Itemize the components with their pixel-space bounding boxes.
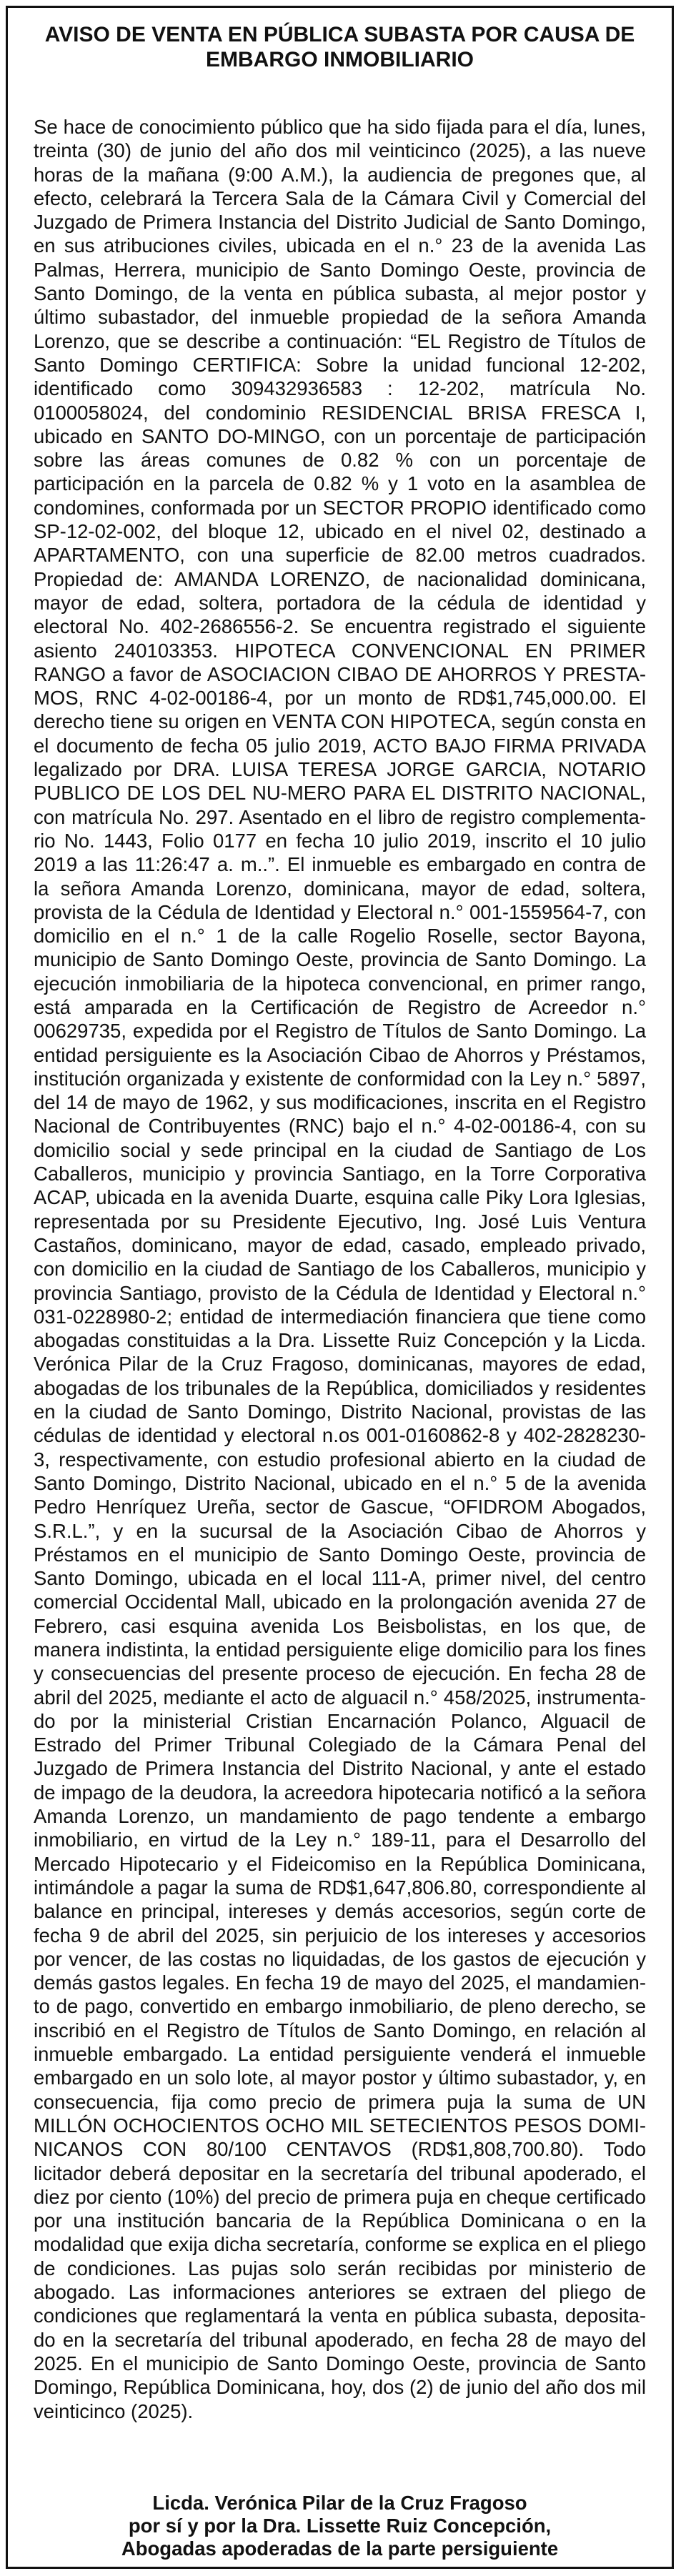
notice-frame (6, 6, 674, 2569)
signature-line-3: Abogadas apoderadas de la parte persiguiente (121, 2537, 559, 2560)
signature-line-2: por sí y por la Dra. Lissette Ruiz Concepción, (128, 2514, 552, 2537)
notice-body (34, 115, 646, 2423)
signature-line-1: Licda. Verónica Pilar de la Cruz Fragoso (152, 2491, 527, 2514)
notice-body-paragraph: Se hace de conocimiento público que ha sido fijada para el día, lunes, treinta (30) de junio del año dos mil veinticinco (2025), a las nueve horas de la mañana (9:00 A.M.), la audiencia de pregones que, al efecto, celebrará la Tercera Sala de la Cámara Civil y Comercial del Juzgado de Primera Instancia del Distrito Judicial de Santo Domingo, en sus atribuciones civiles, ubicada en el n.° 23 de la avenida Las Palmas, Herrera, municipio de Santo Domingo Oeste, provincia de Santo Domingo, de la venta en pública subasta, al mejor postor y último subastador, del inmueble propiedad de la señora Amanda Lorenzo, que se describe a continuación: “EL Registro de Títulos de Santo Domingo CERTIFICA: Sobre la unidad funcional 12-202, identificado como 309432936583 : 12-202, matrícula No. 0100058024, del condominio RESIDENCIAL BRISA FRESCA I, ubicado en SANTO DO-MINGO, con un porcentaje de participación sobre las áreas comunes de 0.82 % con un porcentaje de participación en la parcela de 0.82 % y 1 voto en la asamblea de condomines, conformada por un SECTOR PROPIO identificado como SP-12-02-002, del bloque 12, ubicado en el nivel 02, destinado a APARTAMENTO, con una superficie de 82.00 metros cuadrados. Propiedad de: AMANDA LORENZO, de nacionalidad dominicana, mayor de edad, soltera, portadora de la cédula de identidad y electoral No. 402-2686556-2. Se encuentra registrado el siguiente asiento 240103353. HIPOTECA CONVENCIONAL EN PRIMER RANGO a favor de ASOCIACION CIBAO DE AHORROS Y PRESTA-MOS, RNC 4-02-00186-4, por un monto de RD$1,745,000.00. El derecho tiene su origen en VENTA CON HIPOTECA, según consta en el documento de fecha 05 julio 2019, ACTO BAJO FIRMA PRIVADA legalizado por DRA. LUISA TERESA JORGE GARCIA, NOTARIO PUBLICO DE LOS DEL NU-MERO PARA EL DISTRITO NACIONAL, con matrícula No. 297. Asentado en el libro de registro complementa-rio No. 1443, Folio 0177 en fecha 10 julio 2019, inscrito el 10 julio 2019 a las 11:26:47 a. m..”. El inmueble es embargado en contra de la señora Amanda Lorenzo, dominicana, mayor de edad, soltera, provista de la Cédula de Identidad y Electoral n.° 001-1559564-7, con domicilio en el n.° 1 de la calle Rogelio Roselle, sector Bayona, municipio de Santo Domingo Oeste, provincia de Santo Domingo. La ejecución inmobiliaria de la hipoteca convencional, en primer rango, está amparada en la Certificación de Registro de Acreedor n.° 00629735, expedida por el Registro de Títulos de Santo Domingo. La entidad persiguiente es la Asociación Cibao de Ahorros y Préstamos, institución organizada y existente de conformidad con la Ley n.° 5897, del 14 de mayo de 1962, y sus modificaciones, inscrita en el Registro Nacional de Contribuyentes (RNC) bajo el n.° 4-02-00186-4, con su domicilio social y sede principal en la ciudad de Santiago de Los Caballeros, municipio y provincia Santiago, en la Torre Corporativa ACAP, ubicada en la avenida Duarte, esquina calle Piky Lora Iglesias, representada por su Presidente Ejecutivo, Ing. José Luis Ventura Castaños, dominicano, mayor de edad, casado, empleado privado, con domicilio en la ciudad de Santiago de los Caballeros, municipio y provincia Santiago, provisto de la Cédula de Identidad y Electoral n.° 031-0228980-2; entidad de intermediación financiera que tiene como abogadas constituidas a la Dra. Lissette Ruiz Concepción y la Licda. Verónica Pilar de la Cruz Fragoso, dominicanas, mayores de edad, abogadas de los tribunales de la República, domiciliados y residentes en la ciudad de Santo Domingo, Distrito Nacional, provistas de las cédulas de identidad y electoral n.os 001-0160862-8 y 402-2828230-3, respectivamente, con estudio profesional abierto en la ciudad de Santo Domingo, Distrito Nacional, ubicado en el n.° 5 de la avenida Pedro Henríquez Ureña, sector de Gascue, “OFIDROM Abogados, S.R.L.”, y en la sucursal de la Asociación Cibao de Ahorros y Préstamos en el municipio de Santo Domingo Oeste, provincia de Santo Domingo, ubicada en el local 111-A, primer nivel, del centro comercial Occidental Mall, ubicado en la prolongación avenida 27 de Febrero, casi esquina avenida Los Beisbolistas, en los que, de manera indistinta, la entidad persiguiente elige domicilio para los fines y consecuencias del presente proceso de ejecución. En fecha 28 de abril del 2025, mediante el acto de alguacil n.° 458/2025, instrumenta-do por la ministerial Cristian Encarnación Polanco, Alguacil de Estrado del Primer Tribunal Colegiado de la Cámara Penal del Juzgado de Primera Instancia del Distrito Nacional, y ante el estado de impago de la deudora, la acreedora hipotecaria notificó a la señora Amanda Lorenzo, un mandamiento de pago tendente a embargo inmobiliario, en virtud de la Ley n.° 189-11, para el Desarrollo del Mercado Hipotecario y el Fideicomiso en la República Dominicana, intimándole a pagar la suma de RD$1,647,806.80, correspondiente al balance en principal, intereses y demás accesorios, según corte de fecha 9 de abril del 2025, sin perjuicio de los intereses y accesorios por vencer, de las costas no liquidadas, de los gastos de ejecución y demás gastos legales. En fecha 19 de mayo del 2025, el mandamien-to de pago, convertido en embargo inmobiliario, de pleno derecho, se inscribió en el Registro de Títulos de Santo Domingo, en relación al inmueble embargado. La entidad persiguiente venderá el inmueble embargado en un solo lote, al mayor postor y último subastador, y, en consecuencia, fija como precio de primera puja la suma de UN MILLÓN OCHOCIENTOS OCHO MIL SETECIENTOS PESOS DOMI-NICANOS CON 80/100 CENTAVOS (RD$1,808,700.80). Todo licitador deberá depositar en la secretaría del tribunal apoderado, el diez por ciento (10%) del precio de primera puja en cheque certificado por una institución bancaria de la República Dominicana o en la modalidad que exija dicha secretaría, conforme se explica en el pliego de condiciones. Las pujas solo serán recibidas por ministerio de abogado. Las informaciones anteriores se extraen del pliego de condiciones que reglamentará la venta en pública subasta, deposita-do en la secretaría del tribunal apoderado, en fecha 28 de mayo del 2025. En el municipio de Santo Domingo Oeste, provincia de Santo Domingo, República Dominicana, hoy, dos (2) de junio del año dos mil veinticinco (2025). (34, 116, 646, 2422)
signature-block (29, 2492, 650, 2560)
notice-title: AVISO DE VENTA EN PÚBLICA SUBASTA POR CAUSA DE EMBARGO INMOBILIARIO (44, 23, 635, 71)
